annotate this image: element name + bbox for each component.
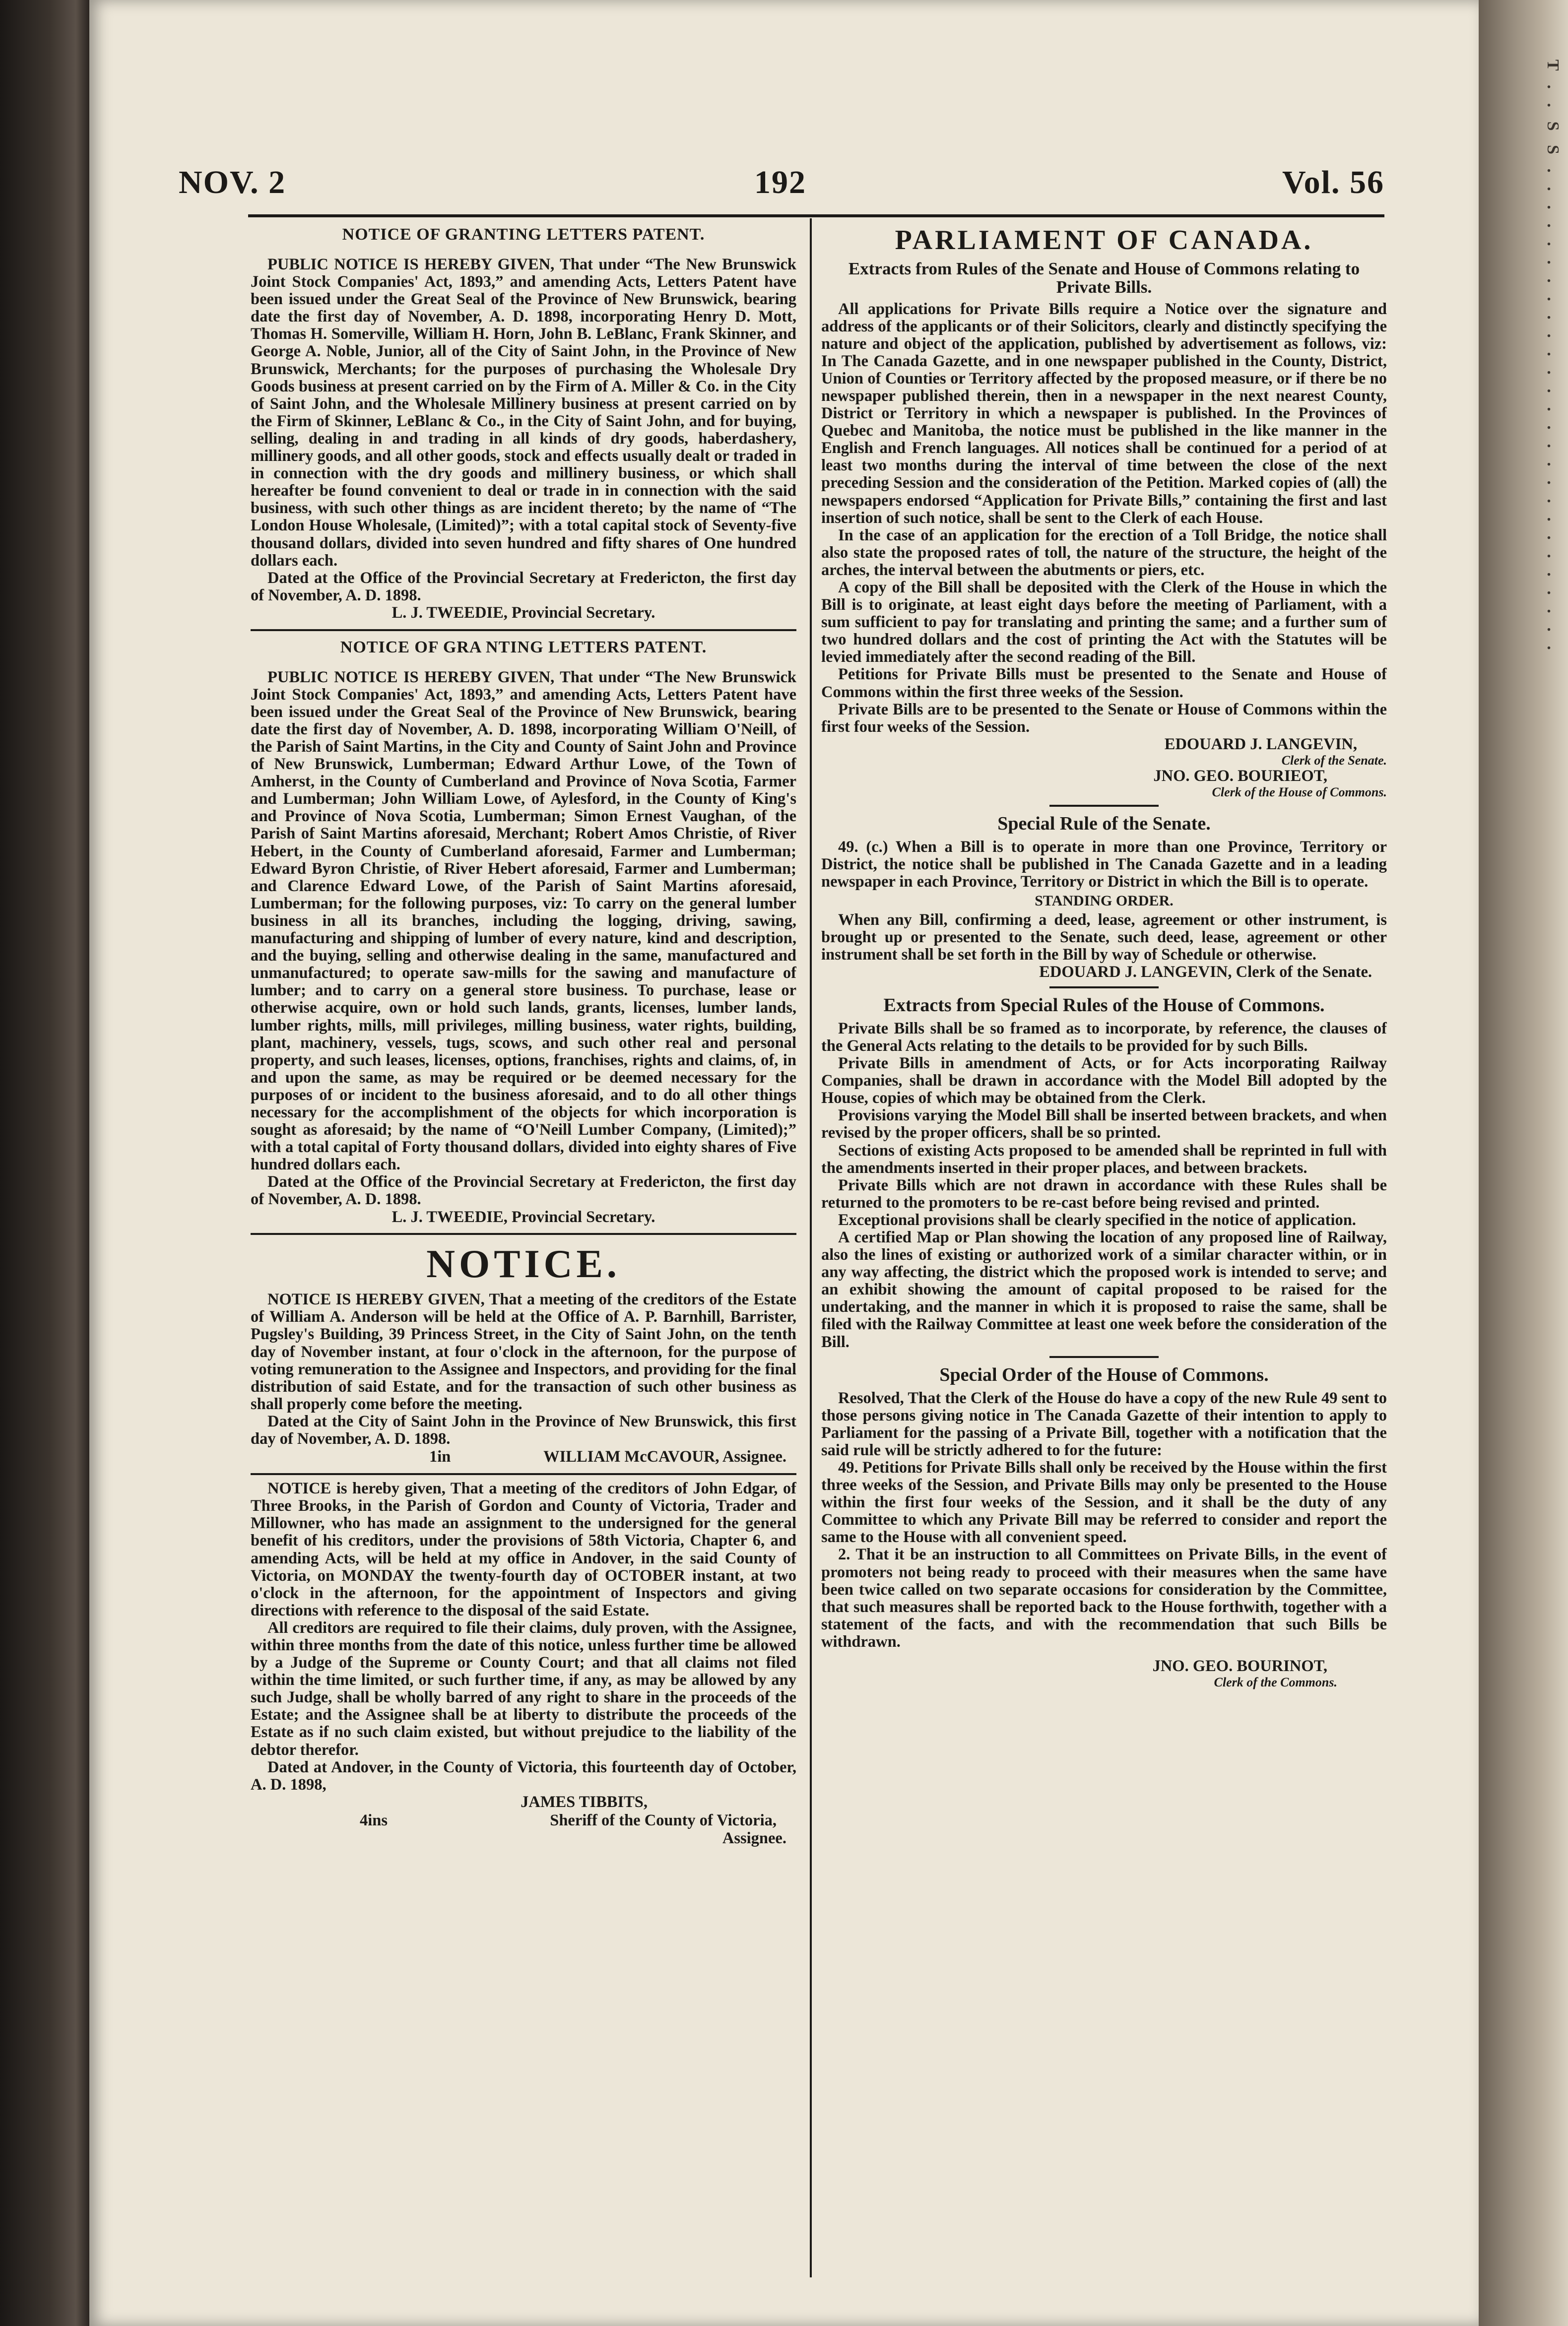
notice2-body: PUBLIC NOTICE IS HEREBY GIVEN, That under “The New Brunswick Joint Stock Companies' Act, 1893,” and amending Acts, Letters Patent have been issued under the Great Seal of the Province of New Brunswick, bearing date the first day of November, A. D. 1898, incorporating William O'Neill, of the Parish of Saint Martins, in the City and County of Saint John and Province of New Brunswick, Lumberman; Edward Arthur Lowe, of the Town of Amherst, in the County of Cumberland and Province of Nova Scotia, Farmer and Lumberman; John William Lowe, of Aylesford, in the County of King's and Province of Nova Scotia, Lumberman; Simon Ernest Vaughan, of the Parish of Saint Martins aforesaid, Merchant; Robert Amos Christie, of River Hebert, in the County of Cumberland aforesaid, Farmer and Lumberman; Edward Byron Christie, of River Hebert aforesaid, Farmer and Lumberman; and Clarence Edward Lowe, of the Parish of Saint Martins aforesaid, Lumberman; for the following purposes, viz: To carry on the general lumber business in all its branches, including the logging, driving, sawing, manufacturing and shipping of lumber of every nature, kind and description, and the buying, selling and otherwise dealing in the same, manufactured and unmanufactured; to operate saw-mills for the sawing and manufacture of lumber; and to carry on a general store business. To purchase, lease or otherwise acquire, own or hold such lands, grants, licenses, lumber lands, lumber rights, mills, mill privileges, milling business, water rights, building, plant, machinery, vessels, tugs, scows, and such other real and personal property, and such leases, licenses, options, franchises, rights and claims, of, in and upon the same, as may be required or be deemed necessary for the purposes of or incident to the business aforesaid, and to do all other things necessary for the accomplishment of the objects for which incorporation is sought as aforesaid; by the name of “O'Neill Lumber Company, (Limited);” with a total capital of Forty thousand dollars, divided into eighty shares of Five hundred dollars each. (251, 668, 796, 1174)
book-binding (0, 0, 89, 2326)
sig1-name: EDOUARD J. LANGEVIN, (1164, 735, 1357, 753)
notice3-signature: WILLIAM McCAVOUR, Assignee. (543, 1448, 786, 1466)
notice1-signature: L. J. TWEEDIE, Provincial Secretary. (392, 603, 655, 622)
order-o3: 2. That it be an instruction to all Committees on Private Bills, in the event of promoters not being ready to proceed with their measures when the same have been twice called on two separate occasions for consideration by the Committee, that such measures shall be reported back to the House forthwith, together with a statement of the facts, and with the recommendation that such Bills be withdrawn. (821, 1546, 1387, 1651)
separator-rule (251, 629, 796, 631)
order-o1: Resolved, That the Clerk of the House do have a copy of the new Rule 49 sent to those persons giving notice in The Canada Gazette of their intention to apply to Parliament for the passing of a Private Bill, together with a notification that the said rule will be strictly adhered to for the future: (821, 1389, 1387, 1459)
sig4-name: JNO. GEO. BOURINOT, (1152, 1657, 1327, 1676)
separator-rule (1049, 1356, 1159, 1358)
issue-date: NOV. 2 (179, 164, 286, 200)
notice4-sig-role: Assignee. (722, 1829, 786, 1847)
notice4-sig-name: JAMES TIBBITS, (521, 1793, 648, 1811)
separator-rule (1049, 986, 1159, 988)
special-order-title: Special Order of the House of Commons. (939, 1364, 1269, 1385)
rule-p1: All applications for Private Bills require a Notice over the signature and address of the applicants or of their Solicitors, clearly and distinctly specifying the nature and object of the application, published by advertisement as follows, viz: In The Canada Gazette, and in one newspaper published in the County, District, Union of Counties or Territory affected by the proposed measure, or if there be no newspaper published therein, then in a newspaper in the next nearest County, District or Territory in which a newspaper is published. In the Provinces of Quebec and Manitoba, the notice must be published in the like manner in the English and French languages. All notices shall be continued for a period of at least two months during the interval of time between the close of the next preceding Session and the consideration of the Petition. Marked copies of (all) the newspapers endorsed “Application for Private Bills,” containing the first and last insertion of such notice, shall be sent to the Clerk of each House. (821, 300, 1387, 527)
notice2-signature: L. J. TWEEDIE, Provincial Secretary. (392, 1208, 655, 1226)
notice4-signature-row (251, 1811, 796, 1830)
separator-rule (251, 1473, 796, 1475)
rule-p4: Petitions for Private Bills must be presented to the Senate and House of Commons within the first three weeks of the Session. (821, 665, 1387, 701)
standing-order-text: When any Bill, confirming a deed, lease, agreement or other instrument, is brought up or presented to the Senate, such deed, lease, agreement or other instrument shall be set forth in the Bill by way of Schedule or otherwise. (821, 910, 1387, 964)
rule-p5: Private Bills are to be presented to the Senate or House of Commons within the first four weeks of the Session. (821, 700, 1387, 736)
separator-rule (1049, 805, 1159, 807)
commons-c3: Provisions varying the Model Bill shall be inserted between brackets, and when revised by the proper officers, shall be so printed. (821, 1106, 1387, 1142)
separator-rule (251, 1233, 796, 1235)
sig1-title: Clerk of the Senate. (1281, 753, 1387, 768)
commons-c6: Exceptional provisions shall be clearly specified in the notice of application. (838, 1211, 1356, 1229)
left-column (251, 218, 796, 2282)
notice4-dated: Dated at Andover, in the County of Victoria, this fourteenth day of October, A. D. 1898, (251, 1758, 796, 1794)
rule49-text: 49. (c.) When a Bill is to operate in more than one Province, Territory or District, the notice shall be published in The Canada Gazette and in a leading newspaper in each Province, Territory or District in which the Bill is to operate. (821, 838, 1387, 891)
notice4-body: NOTICE is hereby given, That a meeting of the creditors of John Edgar, of Three Brooks, in the Parish of Gordon and County of Victoria, Trader and Millowner, who has made an assignment to the undersigned for the general benefit of his creditors, under the provisions of 58th Victoria, Chapter 6, and amending Acts, will be held at my office in Andover, in the said County of Victoria, on MONDAY the twenty-fourth day of OCTOBER instant, at two o'clock in the afternoon, for the appointment of Inspectors and giving directions with reference to the disposal of the said Estate. (251, 1480, 796, 1619)
notice4-insertions: 4ins (360, 1811, 388, 1829)
notice2-dated: Dated at the Office of the Provincial Secretary at Fredericton, the first day of November, A. D. 1898. (251, 1173, 796, 1209)
notice3-body: NOTICE IS HEREBY GIVEN, That a meeting of the creditors of the Estate of William A. Anderson will be held at the Office of A. P. Barnhill, Barrister, Pugsley's Building, 39 Princess Street, in the City of Saint John, on the tenth day of November instant, at four o'clock in the afternoon, for the purpose of voting remuneration to the Assignee and Inspectors, and providing for the final distribution of said Estate, and for the transaction of such other business as shall properly come before the meeting. (251, 1291, 796, 1413)
notice1-dated: Dated at the Office of the Provincial Secretary at Fredericton, the first day of November, A. D. 1898. (251, 569, 796, 604)
notice4-body2: All creditors are required to file their claims, duly proven, with the Assignee, within three months from the date of this notice, unless further time be allowed by a Judge of the Supreme or County Court; and that all claims not filed within the time limited, or such further time, if any, as may be allowed by any such Judge, shall be wholly barred of any right to share in the proceeds of the Estate; and the Assignee shall be at liberty to distribute the proceeds of the Estate as if no such claim existed, but without prejudice to the liability of the debtor therefor. (251, 1618, 796, 1759)
notice3-insertions: 1in (429, 1448, 451, 1466)
notice1-title: NOTICE OF GRANTING LETTERS PATENT. (342, 225, 705, 244)
standing-order-title: STANDING ORDER. (1035, 892, 1174, 909)
rule-p2: In the case of an application for the erection of a Toll Bridge, the notice shall also state the proposed rates of toll, the nature of the structure, the height of the arches, the interval between the abutments or piers, etc. (821, 526, 1387, 579)
notice1-body: PUBLIC NOTICE IS HEREBY GIVEN, That under “The New Brunswick Joint Stock Companies' Act, 1893,” and amending Acts, Letters Patent have been issued under the Great Seal of the Province of New Brunswick, bearing date the first day of November, A. D. 1898, incorporating Henry D. Mott, Thomas H. Somerville, William H. Horn, John B. LeBlanc, Frank Skinner, and George A. Noble, Junior, all of the City of Saint John, in the Province of New Brunswick, Merchants; for the purposes of purchasing the Wholesale Dry Goods business at present carried on by the Firm of A. Miller & Co. in the City of Saint John, and the Wholesale Millinery business at present carried on by the Firm of Skinner, LeBlanc & Co., in the City of Saint John, and for buying, selling, dealing in and trading in all kinds of dry goods, haberdashery, millinery goods, and all other goods, stock and effects usually dealt or traded in in connection with the dry goods and millinery business, or which shall hereafter be found convenient to deal or trade in in connection with the said business, with such other things as are incident thereto; by the name of “The London House Wholesale, (Limited)”; with a total capital stock of Seventy-five thousand dollars, divided into seven hundred and fifty shares of One hundred dollars each. (251, 256, 796, 570)
commons-c5: Private Bills which are not drawn in accordance with these Rules shall be returned to the promoters to be re-cast before being revised and printed. (821, 1176, 1387, 1212)
notice4-sig-title: Sheriff of the County of Victoria, (550, 1811, 777, 1829)
parliament-subtitle: Extracts from Rules of the Senate and House of Commons relating to Private Bills. (848, 259, 1360, 297)
facing-page-edge (1479, 0, 1568, 2326)
notice3-title: NOTICE. (426, 1242, 621, 1287)
volume-number: Vol. 56 (1282, 164, 1384, 200)
commons-c1: Private Bills shall be so framed as to incorporate, by reference, the clauses of the General Acts relating to the details to be provided for by such Bills. (821, 1019, 1387, 1055)
sig3: EDOUARD J. LANGEVIN, Clerk of the Senate. (1039, 963, 1372, 981)
right-column (821, 218, 1387, 2282)
page-number: 192 (754, 164, 806, 200)
commons-c2: Private Bills in amendment of Acts, or for Acts incorporating Railway Companies, shall be drawn in accordance with the Model Bill adopted by the House, copies of which may be obtained from the Clerk. (821, 1054, 1387, 1107)
sig2-name: JNO. GEO. BOURIEOT, (1153, 767, 1327, 785)
commons-extracts-title: Extracts from Special Rules of the House of Commons. (883, 994, 1325, 1016)
parliament-title: PARLIAMENT OF CANADA. (895, 225, 1313, 256)
rule-p3: A copy of the Bill shall be deposited with the Clerk of the House in which the Bill is to originate, at least eight days before the meeting of Parliament, with a sum sufficient to pay for translating and printing the same; and a further sum of two hundred dollars and the cost of printing the Act with the Statutes will be levied immediately after the second reading of the Bill. (821, 579, 1387, 666)
notice2-title: NOTICE OF GRA NTING LETTERS PATENT. (340, 638, 707, 656)
column-divider (810, 218, 812, 2277)
notice3-signature-row (251, 1448, 796, 1466)
sig2-title: Clerk of the House of Commons. (1212, 784, 1387, 799)
notice3-dated: Dated at the City of Saint John in the Province of New Brunswick, this first day of November, A. D. 1898. (251, 1412, 796, 1448)
commons-c7: A certified Map or Plan showing the location of any proposed line of Railway, also the lines of existing or authorized work of a similar character within, or in any way affecting, the district which the proposed work is intended to serve; and an exhibit showing the amount of capital proposed to be raised for the undertaking, and the manner in which it is proposed to raise the same, shall be filed with the Railway Committee at least one week before the consideration of the Bill. (821, 1228, 1387, 1351)
order-o2: 49. Petitions for Private Bills shall only be received by the House within the first three weeks of the Session, and Private Bills may only be presented to the House within the first four weeks of the Session, and it shall be the duty of any Committee to which any Private Bill may be referred to consider and report the same to the House with all convenient speed. (821, 1459, 1387, 1547)
page-header (179, 164, 1384, 208)
sig4-title: Clerk of the Commons. (1214, 1675, 1337, 1689)
facing-page-text: T . . S S . . . . . . . . . . . . . . . . . . . . . . . . . . . (1544, 60, 1562, 655)
commons-c4: Sections of existing Acts proposed to be amended shall be reprinted in full with the amendments inserted in their proper places, and between brackets. (821, 1141, 1387, 1177)
special-senate-title: Special Rule of the Senate. (997, 813, 1211, 834)
header-rule (248, 214, 1384, 217)
